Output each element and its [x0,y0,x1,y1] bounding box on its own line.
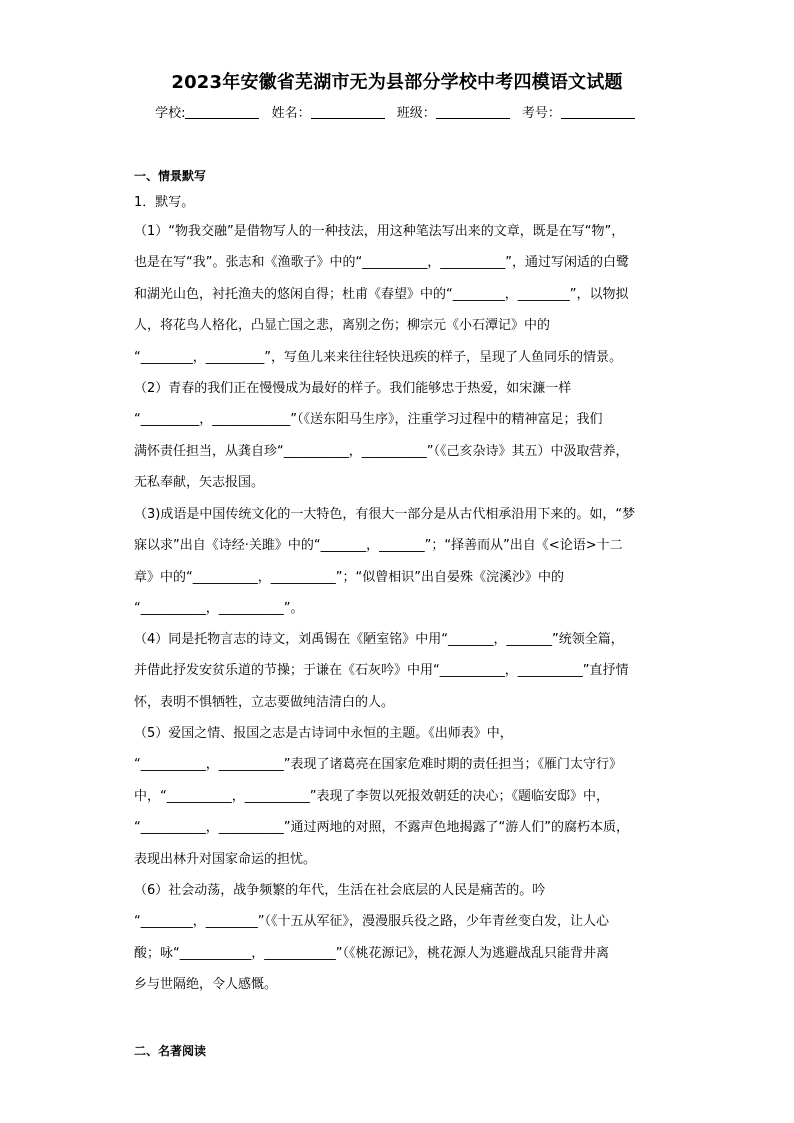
text-line: 也是在写“我”。张志和《渔歌子》中的“__________，__________”，通过写闲适的白鹭 [134,255,629,271]
text-line: 章》中的“__________，__________”；“似曾相识”出自晏殊《浣溪沙》中的 [134,569,564,585]
info-exam-number-label: 考号： [521,106,561,121]
text-line: （6）社会动荡，战争频繁的年代，生活在社会底层的人民是痛苦的。吟 [134,883,546,898]
text-line: “__________，__________”通过两地的对照，不露声色地揭露了“游人们”的腐朽本质， [134,820,629,836]
paragraph-4 [134,624,664,718]
info-exam-number [522,106,639,121]
paragraph-2 [134,373,664,499]
info-name-blank[interactable] [311,118,385,119]
paragraph-6 [134,875,664,1001]
section-heading-classics-reading: 二、名著阅读 [134,1044,207,1058]
info-class-label: 班级： [396,106,436,121]
section-heading-dictation: 一、情景默写 [134,169,207,183]
text-line: 无私奉献，矢志报国。 [134,475,265,491]
paragraph-1 [134,216,664,373]
info-school [155,106,263,121]
text-line: “________，_________”，写鱼儿来来往往轻快迅疾的样子，呈现了人鱼同乐的情景。 [134,349,622,365]
text-line: （5）爱国之情、报国之志是古诗词中永恒的主题。《出师表》中， [134,726,513,741]
text-line: （3)成语是中国传统文化的一大特色，有很大一部分是从古代相承沿用下来的。如，“梦 [134,507,636,522]
text-line: 和湖光山色，衬托渔夫的悠闲自得；杜甫《春望》中的“________，________”，以物拟 [134,286,629,302]
text-line: （2）青春的我们正在慢慢成为最好的样子。我们能够忠于热爱，如宋濂一样 [134,381,572,396]
info-class [397,106,514,121]
info-class-blank[interactable] [436,118,510,119]
text-line: （1）“物我交融”是借物写人的一种技法，用这种笔法写出来的文章，既是在写“物”， [134,224,625,239]
info-school-label: 学校: [155,106,186,121]
text-line: 乡与世隔绝，令人感慨。 [134,977,278,993]
student-info-line [0,102,794,121]
text-line: （4）同是托物言志的诗文，刘禹锡在《陋室铭》中用“_______，_______”统领全篇， [134,632,624,647]
paragraph-5 [134,718,664,875]
text-line: “__________，__________”表现了诸葛亮在国家危难时期的责任担当；《雁门太守行》 [134,757,622,773]
info-name-label: 姓名： [271,106,311,121]
text-line: “_________，____________”（《送东阳马生序》，注重学习过程中的精神富足；我们 [134,412,603,428]
text-line: 人，将花鸟人格化，凸显亡国之悲，离别之伤；柳宗元《小石潭记》中的 [134,318,551,334]
info-exam-number-blank[interactable] [561,118,635,119]
text-line: 表现出林升对国家命运的担忧。 [134,851,317,867]
text-line: 怀，表明不惧牺牲，立志要做纯洁清白的人。 [134,694,395,710]
text-line: 满怀责任担当，从龚自珍“__________，__________”（《己亥杂诗》其五）中汲取营养， [134,443,629,459]
info-name [272,106,389,121]
page-title: 2023年安徽省芜湖市无为县部分学校中考四模语文试题 [171,72,623,93]
text-line: 酸；咏“___________，___________”（《桃花源记》，桃花源人为逃避战乱只能背井离 [134,945,609,961]
text-line: “________，________”（《十五从军征》，漫漫服兵役之路，少年青丝变白发，让人心 [134,914,609,930]
question-number: 1．默写。 [134,195,195,210]
paragraph-3 [134,499,664,625]
text-line: 中，“__________，__________”表现了李贺以死报效朝廷的决心；《题临安邸》中， [134,788,609,804]
text-line: 并借此抒发安贫乐道的节操；于谦在《石灰吟》中用“__________，__________”直抒情 [134,663,629,679]
info-school-blank[interactable] [185,118,259,119]
text-line: 寐以求”出自《诗经·关雎》中的“_______，_______”；“择善而从”出自《<论语>十二 [134,538,623,554]
text-line: “__________，__________”。 [134,601,304,617]
